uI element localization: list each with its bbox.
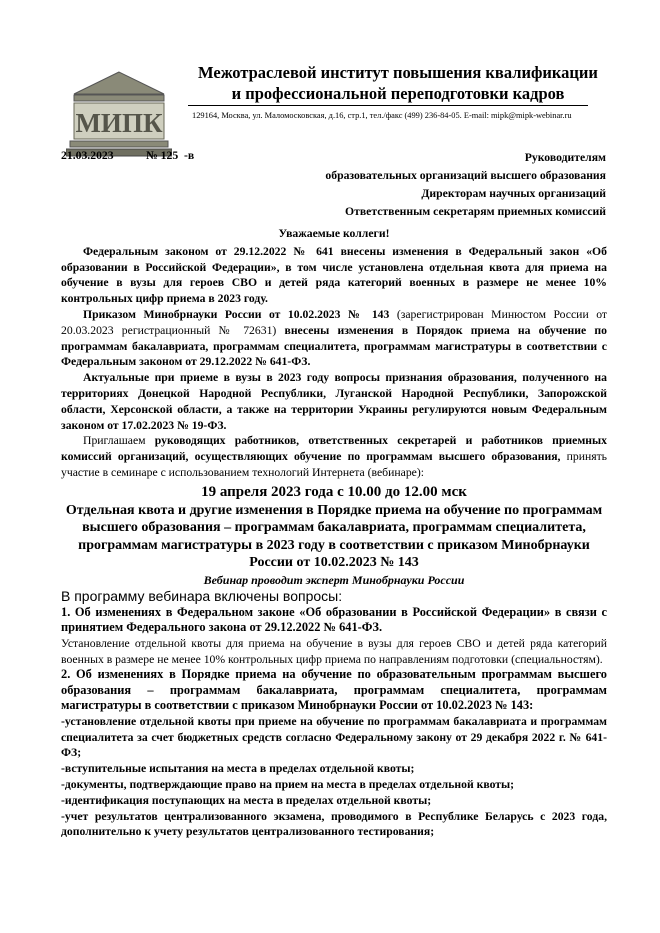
order-changes: внесены изменения в Порядок приема на обучение по программам бакалавриата, программам специалитета, программам магистратуры в соответствии с Федеральным законом от 29.12.2022 № 641-ФЗ. — [61, 323, 607, 369]
recipient: Ответственным секретарям приемных комиссий — [345, 205, 606, 218]
recipient: Директорам научных организаций — [421, 187, 606, 200]
letter-number: № 125 -в — [146, 149, 195, 162]
paragraph-law-19: Актуальные при приеме в вузы в 2023 году вопросы признания образования, полученного на территориях Донецкой Народной Республики, Луганской Народной Республики, Запорожской области, Херсонской области, а также на территории Украины регулируются новым Федеральным законом от 17.02.2023 № 19-ФЗ. — [61, 371, 607, 432]
organization-name — [188, 62, 608, 104]
logo-text: МИПК — [75, 108, 163, 138]
letter-date: 21.03.2023 — [61, 149, 114, 162]
paragraph-law-641: Федеральным законом от 29.12.2022 № 641 внесены изменения в Федеральный закон «Об образовании в Российской Федерации», в том числе установлена отдельная квота для приема на обучение в вузы для героев СВО и детей ряда категорий военных в размере не менее 10% контрольных цифр приема в 2023 году. — [61, 244, 607, 306]
list-item: -документы, подтверждающие право на прием на места в пределах отдельной квоты; — [61, 778, 515, 792]
list-item: -учет результатов централизованного экзамена, проводимого в Республике Беларусь с 2023 года, дополнительно к учету результатов централизованного тестирования; — [61, 809, 607, 839]
webinar-expert: Вебинар проводит эксперт Минобрнауки России — [203, 572, 465, 587]
recipient: образовательных организаций высшего образования — [325, 169, 606, 182]
org-address: 129164, Москва, ул. Маломосковская, д.16, стр.1, тел./факс (499) 236-84-05. E-mail: mipk@mipk-webinar.ru — [192, 111, 572, 120]
webinar-date: 19 апреля 2023 года с 10.00 до 12.00 мск — [201, 483, 467, 500]
header-divider — [188, 105, 588, 106]
invite-audience: руководящих работников, ответственных секретарей и работников приемных комиссий организаций, осуществляющих обучение по программам высшего образования, — [61, 434, 608, 464]
org-line-1: Межотраслевой институт повышения квалификации — [198, 63, 598, 82]
question-1-text: Установление отдельной квоты для приема на обучение в вузы для героев СВО и детей ряда категорий военных в размере не менее 10% контрольных цифр приема по направлениям подготовки (специальностям). — [61, 636, 607, 666]
paragraph-invitation — [61, 433, 607, 480]
list-item: -вступительные испытания на места в пределах отдельной квоты; — [61, 762, 415, 776]
list-item: -идентификация поступающих на места в пределах отдельной квоты; — [61, 793, 432, 807]
program-intro: В программу вебинара включены вопросы: — [61, 587, 343, 604]
invite-lead: Приглашаем — [83, 434, 155, 448]
recipient: Руководителям — [524, 151, 606, 164]
order-ref: Приказом Минобрнауки России от 10.02.2023 № 143 — [83, 307, 390, 321]
org-line-2: и профессиональной переподготовки кадров — [231, 84, 565, 103]
webinar-topic: Отдельная квота и другие изменения в Порядке приема на обучение по программам высшего образования – программам бакалавриата, программам специалитета, программам магистратуры в 2023 году в соответствии с приказом Минобрнауки России от 10.02.2023 № 143 — [65, 502, 603, 571]
institute-logo — [66, 68, 172, 160]
recipients-block — [206, 149, 606, 221]
greeting: Уважаемые коллеги! — [278, 227, 390, 240]
paragraph-order-143 — [61, 307, 607, 370]
question-1-title: 1. Об изменениях в Федеральном законе «Об образовании в Российской Федерации» в связи с принятием Федерального закона от 29.12.2022 № 641-ФЗ. — [61, 604, 607, 635]
letter-body — [61, 226, 607, 840]
question-2-title: 2. Об изменениях в Порядке приема на обучение по образовательным программам высшего образования – программам бакалавриата, программам специалитета, программам магистратуры в соответствии с приказом Минобрнауки России от 10.02.2023 № 143: — [61, 667, 607, 713]
list-item: -установление отдельной квоты при приеме на обучение по программам бакалавриата и программам специалитета за счет бюджетных средств согласно Федеральному закону от 29 декабря 2022 г. № 641-ФЗ; — [61, 714, 607, 760]
registration-note: (зарегистрирован Минюстом России от 20.03.2023 регистрационный № 72631) — [61, 307, 607, 337]
invite-tail: принять участие в семинаре с использованием технологий Интернета (вебинаре): — [61, 450, 608, 479]
